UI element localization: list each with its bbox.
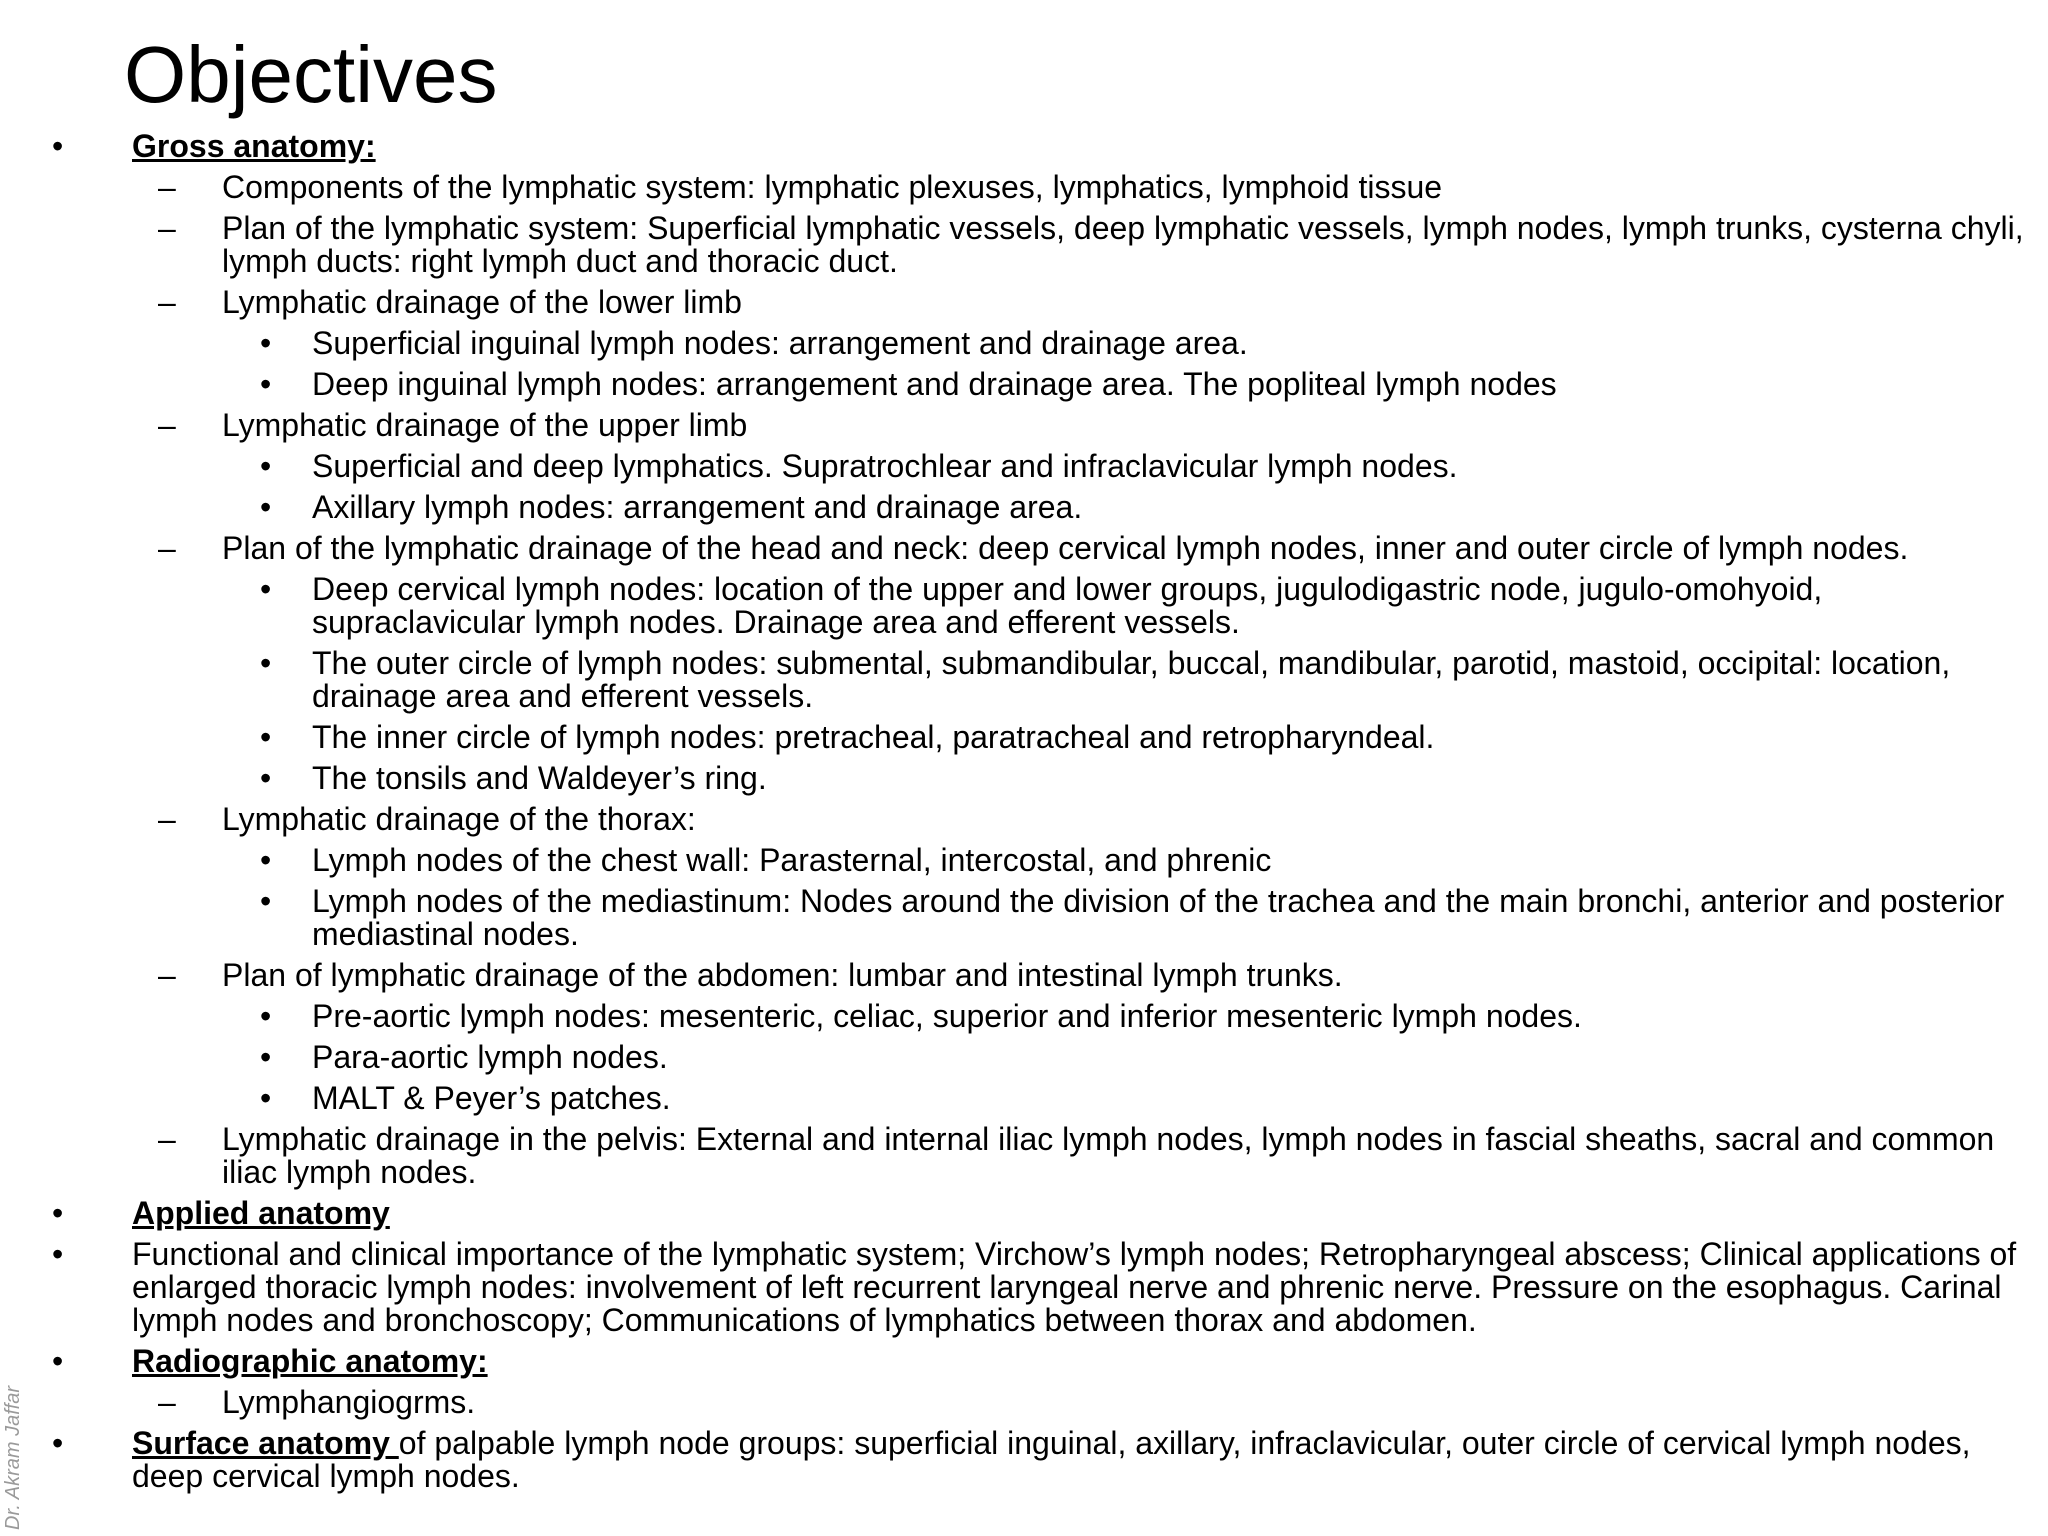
outline-item-text: Deep cervical lymph nodes: location of the upper and lower groups, jugulodigastric node, jugulo-omohyoid, supraclavicular lymph nodes. Drainage area and efferent vessels.	[312, 571, 1823, 640]
outline-item-text: Functional and clinical importance of the lymphatic system; Virchow’s lymph nodes; Retropharyngeal abscess; Clinical applications of enlarged thoracic lymph nodes: involvement of left recurrent laryngeal nerve and phrenic nerve. Pressure on the esophagus. Carinal lymph nodes and bronchoscopy; Communications of lymphatics between thorax and abdomen.	[132, 1236, 2017, 1338]
dash-marker: –	[158, 210, 176, 246]
bullet-marker: •	[260, 760, 272, 796]
bullet-marker: •	[260, 883, 272, 919]
section-description: of palpable lymph node groups: superficial inguinal, axillary, infraclavicular, outer circle of cervical lymph nodes, deep cervical lymph nodes.	[132, 1425, 1971, 1494]
bullet-marker: •	[260, 1039, 272, 1075]
outline-item-text: Lymphatic drainage in the pelvis: External and internal iliac lymph nodes, lymph nodes in fascial sheaths, sacral and common iliac lymph nodes.	[222, 1121, 1995, 1190]
bullet-marker: •	[260, 571, 272, 607]
outline-item-text: Pre-aortic lymph nodes: mesenteric, celiac, superior and inferior mesenteric lymph nodes.	[312, 998, 1582, 1034]
section-heading: Gross anatomy:	[132, 128, 376, 164]
bullet-marker: •	[52, 1425, 64, 1461]
outline-item-text: Superficial and deep lymphatics. Supratrochlear and infraclavicular lymph nodes.	[312, 448, 1458, 484]
dash-marker: –	[158, 169, 176, 205]
outline-item-text: Lymphatic drainage of the upper limb	[222, 407, 748, 443]
outline-item-text: The outer circle of lymph nodes: submental, submandibular, buccal, mandibular, parotid, mastoid, occipital: location, drainage area and efferent vessels.	[312, 645, 1951, 714]
bullet-marker: •	[260, 842, 272, 878]
dash-marker: –	[158, 1384, 176, 1420]
bullet-marker: •	[260, 448, 272, 484]
outline-item-text: Lymphatic drainage of the thorax:	[222, 801, 696, 837]
author-watermark: Dr. Akram Jaffar	[2, 1385, 24, 1530]
dash-marker: –	[158, 801, 176, 837]
outline-item-text: Axillary lymph nodes: arrangement and drainage area.	[312, 489, 1083, 525]
outline-item-text: Plan of the lymphatic drainage of the head and neck: deep cervical lymph nodes, inner and outer circle of lymph nodes.	[222, 530, 1909, 566]
dash-marker: –	[158, 284, 176, 320]
outline-item-text: Deep inguinal lymph nodes: arrangement and drainage area. The popliteal lymph nodes	[312, 366, 1557, 402]
page-title: Objectives	[124, 30, 498, 119]
dash-marker: –	[158, 957, 176, 993]
section-heading: Surface anatomy	[132, 1425, 399, 1461]
outline-item-text: Plan of the lymphatic system: Superficial lymphatic vessels, deep lymphatic vessels, lymph nodes, lymph trunks, cysterna chyli, lymph ducts: right lymph duct and thoracic duct.	[222, 210, 2024, 279]
bullet-marker: •	[260, 1080, 272, 1116]
bullet-marker: •	[260, 366, 272, 402]
bullet-marker: •	[260, 325, 272, 361]
outline-item-text: Plan of lymphatic drainage of the abdomen: lumbar and intestinal lymph trunks.	[222, 957, 1343, 993]
bullet-marker: •	[260, 719, 272, 755]
outline-item-text: MALT & Peyer’s patches.	[312, 1080, 671, 1116]
outline-item-text: Lymphangiogrms.	[222, 1384, 476, 1420]
outline-item-text: Components of the lymphatic system: lymphatic plexuses, lymphatics, lymphoid tissue	[222, 169, 1443, 205]
outline-item-text: The tonsils and Waldeyer’s ring.	[312, 760, 767, 796]
dash-marker: –	[158, 1121, 176, 1157]
bullet-marker: •	[260, 489, 272, 525]
bullet-marker: •	[52, 128, 64, 164]
outline-item-text: Lymph nodes of the mediastinum: Nodes around the division of the trachea and the main bronchi, anterior and posterior mediastinal nodes.	[312, 883, 2005, 952]
dash-marker: –	[158, 530, 176, 566]
outline-item-text: Lymphatic drainage of the lower limb	[222, 284, 742, 320]
bullet-marker: •	[52, 1195, 64, 1231]
section-heading: Applied anatomy	[132, 1195, 390, 1231]
bullet-marker: •	[52, 1236, 64, 1272]
outline-item-text: The inner circle of lymph nodes: pretracheal, paratracheal and retropharyndeal.	[312, 719, 1435, 755]
outline-item-text	[132, 1427, 2032, 1493]
outline-item-text: Superficial inguinal lymph nodes: arrangement and drainage area.	[312, 325, 1248, 361]
bullet-marker: •	[52, 1343, 64, 1379]
bullet-marker: •	[260, 645, 272, 681]
section-heading: Radiographic anatomy:	[132, 1343, 488, 1379]
outline-item-text: Para-aortic lymph nodes.	[312, 1039, 668, 1075]
outline-item-text: Lymph nodes of the chest wall: Parasternal, intercostal, and phrenic	[312, 842, 1272, 878]
dash-marker: –	[158, 407, 176, 443]
bullet-marker: •	[260, 998, 272, 1034]
